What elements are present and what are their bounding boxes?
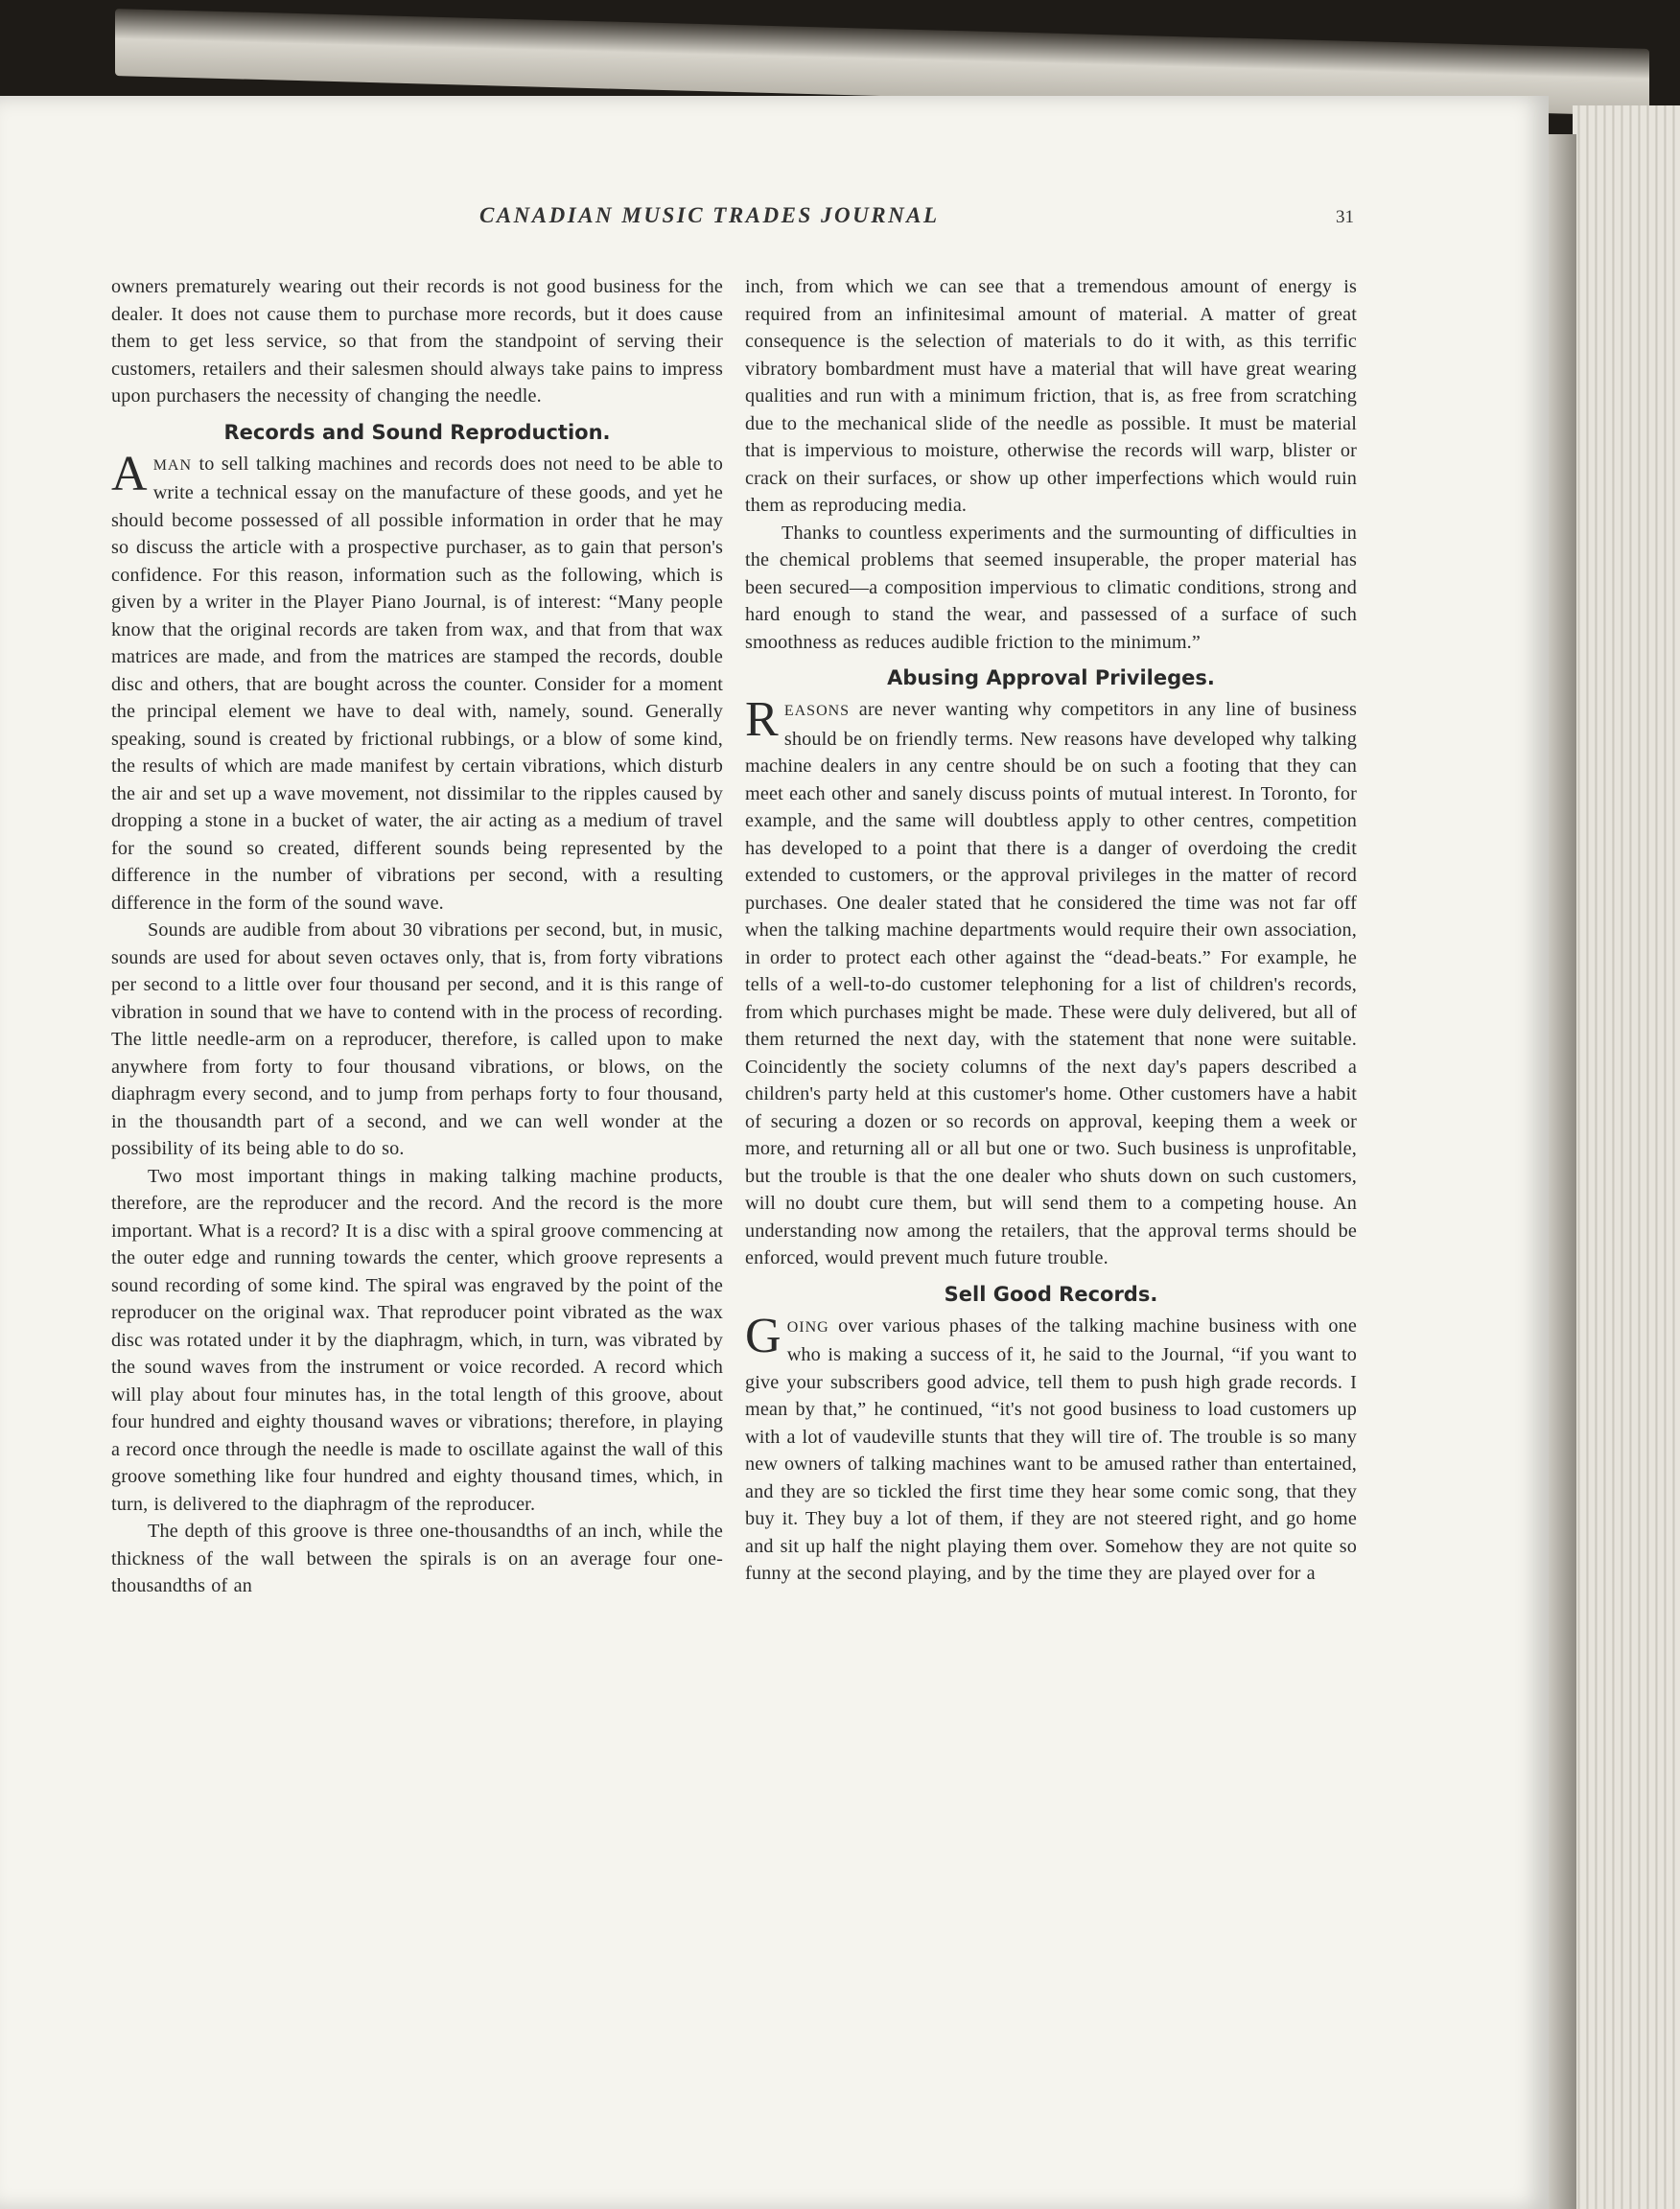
book-page-edges [1573,105,1680,2209]
right-column [745,273,1357,1588]
paragraph-text: to sell talking machines and records does not need to be able to write a technical essay on the manufacture of these goods, and yet he should become possessed of all possible information in order that he may so discuss the article with a prospective purchaser, as to gain that person's confidence. For this reason, information such as the following, which is given by a writer in the Player Piano Journal, is of interest: “Many people know that the original records are taken from wax, and that from that wax matrices are made, and from the matrices are stamped the records, double disc and others, that are bought across the counter. Consider for a moment the principal element we have to deal with, namely, sound. Generally speaking, sound is created by frictional rubbings, or a blow of some kind, the results of which are made manifest by certain vibrations, which disturb the air and set up a wave movement, not dissimilar to the ripples caused by dropping a stone in a bucket of water, the air acting as a medium of travel for the sound so created, different sounds being represented by the difference in the number of vibrations per second, with a resulting difference in the form of the sound wave. [111,453,723,914]
left-column [111,273,723,1600]
drop-cap: G [745,1308,782,1363]
drop-cap: A [111,446,148,501]
lead-word: EASONS [783,703,851,719]
paragraph-text: over various phases of the talking machine business with one who is making a success of it, he said to the Journal, “if you want to give your subscribers good advice, tell them to push high grade records. I mean by that,” he continued, “it's not good business to load customers up with a lot of vaudeville stunts that they will tire of. The trouble is so many new owners of talking machines want to be amused rather than entertained, and they are so tickled the first time they hear some comic song, that they buy it. They buy a lot of them, if they are not steered right, and go home and sit up half the night playing them over. Somehow they are not quite so funny at the second playing, and by the time they are played over for a [745,1314,1357,1584]
article-paragraph: Sounds are audible from about 30 vibrations per second, but, in music, sounds are used for about seven octaves only, that is, from forty vibrations per second to a little over four thousand per second, and it is this range of vibration in sound that we have to contend with in the process of recording. The little needle-arm on a reproducer, therefore, is called upon to make anywhere from forty to four thousand vibrations, or blows, on the diaphragm every second, and to jump from perhaps forty to four thousand, in the thousandth part of a second, and we can well wonder at the possibility of its being able to do so. [111,919,723,1159]
section-heading: Records and Sound Reproduction. [223,420,611,444]
gutter-shadow [1544,134,1576,2209]
running-title: CANADIAN MUSIC TRADES JOURNAL [479,203,940,227]
magazine-page [0,96,1549,2209]
article-paragraph [111,446,723,918]
lead-word: OING [786,1318,829,1336]
article-paragraph: owners prematurely wearing out their records is not good business for the dealer. It does not cause them to purchase more records, but it does cause them to get less service, so that from the standpoint of serving their customers, retailers and their salesmen should always take pains to impress upon purchasers the necessity of changing the needle. [111,276,723,407]
article-paragraph [745,692,1357,1272]
paragraph-text: are never wanting why competitors in any line of business should be on friendly terms. New reasons have developed why talking machine dealers in any centre should be on such a footing that they can meet each other and sanely discuss points of mutual interest. In Toronto, for example, and the same will doubtless apply to other centres, competition has developed to a point that there is a danger of overdoing the credit extended to customers, or the approval privileges in the matter of record purchases. One dealer stated that he considered the time was not far off when the talking machine departments would require their own association, in order to protect each other against the “dead-beats.” For example, he tells of a well-to-do customer telephoning for a list of children's records, from which purchases might be made. These were duly delivered, but all of them returned the next day, with the statement that none were suitable. Coincidently the society columns of the next day's papers described a children's party held at this customer's home. Other customers have a habit of securing a dozen or so records on approval, keeping them a week or more, and returning all or all but one or two. Such business is unprofitable, but the trouble is that the one dealer who shuts down on such customers, will no doubt cure them, but will send them to a competing house. An understanding now among the retailers, that the approval terms should be enforced, would prevent much future trouble. [745,699,1357,1268]
article-paragraph [745,1308,1357,1588]
section-heading: Abusing Approval Privileges. [887,666,1215,689]
article-paragraph: inch, from which we can see that a tremendous amount of energy is required from an infinitesimal amount of material. A matter of great consequence is the selection of materials to do it with, as this terrific vibratory bombardment must have a material that will have great wearing qualities and run with a minimum friction, that is, as free from scratching due to the mechanical slide of the needle as possible. It must be material that is impervious to moisture, otherwise the records will warp, blister or crack on their surfaces, or show up other imperfections which would ruin them as reproducing media. [745,276,1357,516]
article-paragraph: Two most important things in making talking machine products, therefore, are the reproducer and the record. And the record is the more important. What is a record? It is a disc with a spiral groove commencing at the outer edge and running towards the center, which groove represents a sound recording of some kind. The spiral was engraved by the point of the reproducer on the original wax. That reproducer point vibrated as the wax disc was rotated under it by the diaphragm, which, in turn, was vibrated by the sound waves from the instrument or voice recorded. A record which will play about four minutes has, in the total length of this groove, about four hundred and eighty thousand waves or vibrations; therefore, in playing a record once through the needle is made to oscillate against the wall of this groove something like four hundred and eighty thousand times, which, in turn, is delivered to the diaphragm of the reproducer. [111,1165,723,1515]
page-number: 31 [1336,207,1354,227]
drop-cap: R [745,692,779,747]
article-paragraph: The depth of this groove is three one-thousandths of an inch, while the thickness of the wall between the spirals is on an average four one-thousandths of an [111,1521,723,1596]
article-paragraph: Thanks to countless experiments and the surmounting of difficulties in the chemical problems that seemed insuperable, the proper material has been secured—a composition impervious to climatic conditions, strong and hard enough to stand the wear, and passessed of a surface of such smoothness as reduces audible friction to the minimum.” [745,522,1357,653]
section-heading: Sell Good Records. [944,1282,1158,1306]
page-header [0,203,1549,234]
lead-word: MAN [152,456,193,474]
